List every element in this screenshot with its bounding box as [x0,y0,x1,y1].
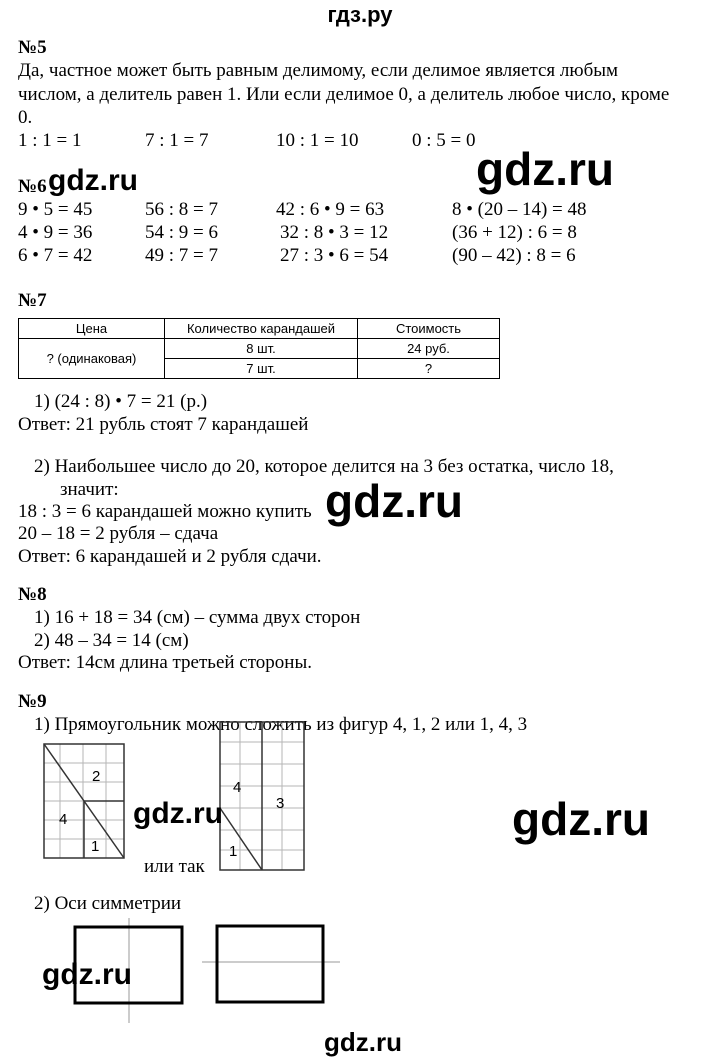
fig2-label-4: 4 [233,779,242,796]
figure-square-pieces [38,738,138,868]
fig1-label-4: 4 [59,811,68,828]
watermark-logo: gdz.ru [476,143,614,195]
watermark-logo: gdz.ru [48,164,138,197]
task-6-r3c4: (90 – 42) : 8 = 6 [452,245,576,266]
task-6-title: №6 [18,176,47,197]
cell-cost-1: 24 руб. [358,339,500,359]
price-table [18,318,500,379]
fig1-label-2: 2 [92,768,101,785]
task-9-title: №9 [18,691,47,712]
or-text: или так [144,856,205,877]
task-8-line-3: Ответ: 14см длина третьей стороны. [18,652,312,673]
task-5-title: №5 [18,37,47,58]
task-8-line-1: 1) 16 + 18 = 34 (см) – сумма двух сторон [34,607,361,628]
task-5-example-3: 10 : 1 = 10 [276,130,359,151]
col-header-count: Количество карандашей [165,319,358,339]
task-6-r3c2: 49 : 7 = 7 [145,245,218,266]
task-6-r2c1: 4 • 9 = 36 [18,222,93,243]
task-6-r1c2: 56 : 8 = 7 [145,199,218,220]
cell-cost-2: ? [358,359,500,379]
task-6-r2c3: 32 : 8 • 3 = 12 [280,222,389,243]
task-6-r2c2: 54 : 9 = 6 [145,222,218,243]
task-7-line-2: Ответ: 21 рубль стоят 7 карандашей [18,414,309,435]
task-6-r3c3: 27 : 3 • 6 = 54 [280,245,389,266]
task-6-r1c4: 8 • (20 – 14) = 48 [452,199,587,220]
task-7-line-4: значит: [60,479,119,500]
task-7-line-7: Ответ: 6 карандашей и 2 рубля сдачи. [18,546,322,567]
cell-count-1: 8 шт. [165,339,358,359]
task-8-line-2: 2) 48 – 34 = 14 (см) [34,630,189,651]
task-7-line-1: 1) (24 : 8) • 7 = 21 (р.) [34,391,208,412]
task-6-r1c1: 9 • 5 = 45 [18,199,93,220]
task-7-line-3: 2) Наибольшее число до 20, которое делится на 3 без остатка, число 18, [34,456,614,477]
watermark-logo: gdz.ru [324,1027,402,1057]
symmetry-rect-horizontal-axis [198,918,348,1028]
task-9-line-2: 2) Оси симметрии [34,893,182,914]
task-5-line-1: Да, частное может быть равным делимому, если делимое является любым [18,60,619,81]
task-6-r1c3: 42 : 6 • 9 = 63 [276,199,385,220]
task-5-line-3: 0. [18,107,33,128]
cell-count-2: 7 шт. [165,359,358,379]
site-header: гдз.ру [327,2,393,27]
fig2-label-1: 1 [229,843,238,860]
task-9-line-1: 1) Прямоугольник можно сложить из фигур 4, 1, 2 или 1, 4, 3 [34,714,528,735]
task-5-example-4: 0 : 5 = 0 [412,130,476,151]
watermark-logo: gdz.ru [133,797,223,830]
cell-price: ? (одинаковая) [19,339,165,379]
fig2-label-3: 3 [276,795,285,812]
task-6-r2c4: (36 + 12) : 6 = 8 [452,222,577,243]
fig1-label-1: 1 [91,838,100,855]
task-5-example-1: 1 : 1 = 1 [18,130,82,151]
col-header-price: Цена [19,319,165,339]
task-7-line-5: 18 : 3 = 6 карандашей можно купить [18,501,312,522]
col-header-cost: Стоимость [358,319,500,339]
watermark-logo: gdz.ru [325,475,463,527]
watermark-logo: gdz.ru [512,793,650,845]
task-5-line-2: числом, а делитель равен 1. Или если делимое 0, а делитель любое число, кроме [18,84,670,105]
watermark-logo: gdz.ru [42,958,132,991]
task-8-title: №8 [18,584,47,605]
task-7-line-6: 20 – 18 = 2 рубля – сдача [18,523,219,544]
task-7-title: №7 [18,290,47,311]
task-6-r3c1: 6 • 7 = 42 [18,245,93,266]
task-5-example-2: 7 : 1 = 7 [145,130,209,151]
